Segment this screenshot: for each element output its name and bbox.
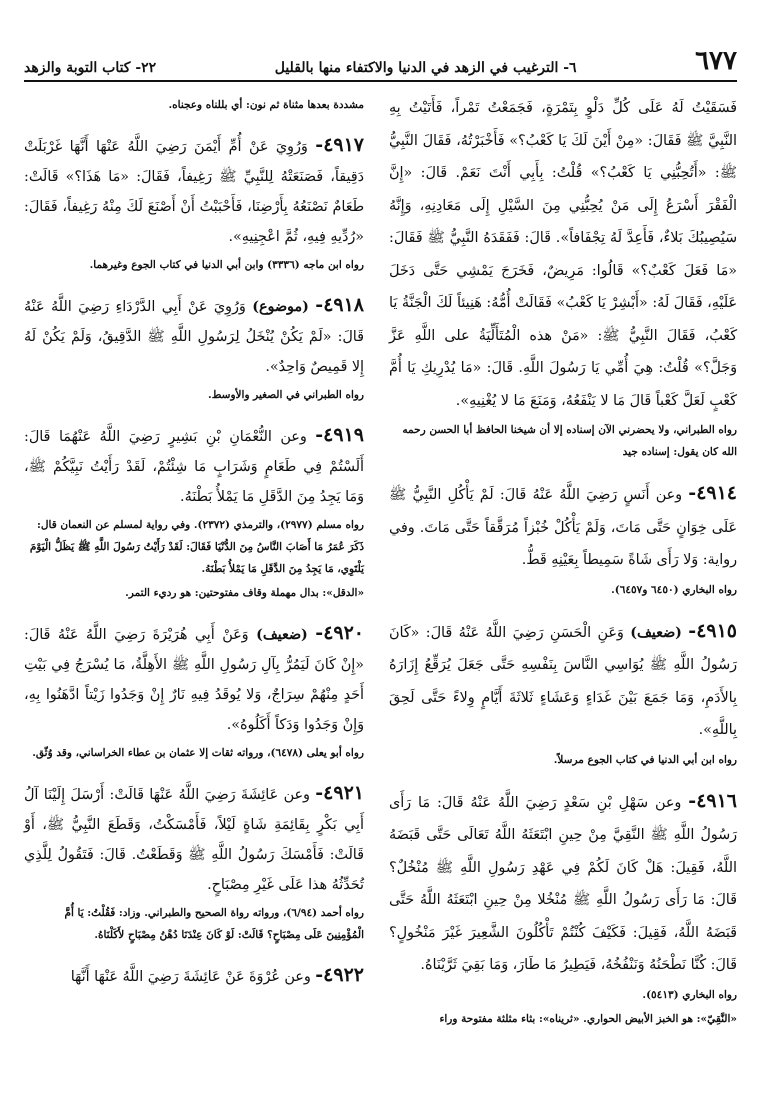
hadith-4921 <box>24 778 364 900</box>
hadith-number: ٤٩١٨- <box>315 294 365 316</box>
hadith-4919-source: رواه مسلم (٢٩٧٧)، والترمذي (٢٣٧٢). وفي رواية لمسلم عن النعمان قال: ذَكَرَ عُمَرُ مَا أَصَابَ النَّاسُ مِنَ الدُّنْيَا فَقَالَ: لَقَدْ رَأَيْتُ رَسُولَ اللَّهِ ﷺ يَظَلُّ الْيَوْمَ يَلْتَوِي، مَا يَجِدُ مِنَ الدَّقَلِ مَا يَمْلأُ بَطْنَهُ. <box>29 519 364 575</box>
hadith-number: ٤٩١٧- <box>315 134 365 156</box>
hadith-4920 <box>24 618 364 740</box>
running-title: ٦- الترغيب في الزهد في الدنيا والاكتفاء منها بالقليل <box>274 60 577 76</box>
hadith-4915-text: وَعَنِ الْحَسَنِ رَضِيَ اللَّهُ عَنْهُ قَالَ: «كَانَ رَسُولُ اللَّهِ ﷺ يُوَاسِي النَّاسَ بِنَفْسِهِ حَتَّى جَعَلَ يُرَقِّعُ إِزَارَهُ بِالأَدَمِ، وَمَا جَمَعَ بَيْنَ غَدَاءٍ وَعَشَاءٍ ثَلاثَةَ أَيَّامٍ وِلاءً حَتَّى لَحِقَ بِاللَّهِ». <box>389 624 737 738</box>
hadith-4922-text: وعن عُرْوَةَ عَنْ عَائِشَةَ رَضِيَ اللَّهُ عَنْهَا أَنَّهَا <box>70 969 311 985</box>
hadith-4913-source: رواه الطبراني، ولا يحضرني الآن إسناده إلا أن شيخنا الحافظ أبا الحسن رحمه الله كان يقول: إسناده جيد <box>402 424 737 458</box>
hadith-4915 <box>389 615 737 747</box>
hadith-grade: (موضوع) <box>252 299 309 315</box>
hadith-4920-text: وَعَنْ أَبِي هُرَيْرَةَ رَضِيَ اللَّهُ عَنْهُ قَالَ: «إِنْ كَانَ لَيَمُرُّ بِآلِ رَسُولِ اللَّهِ ﷺ الأَهِلَّةُ، مَا يُسْرَجُ فِي بَيْتِ أَحَدٍ مِنْهُمْ سِرَاجٌ، وَلا يُوقَدُ فِيهِ نَارٌ إِنْ وَجَدُوا زَيْتاً ادَّهَنُوا بِهِ، وَإِنْ وَجَدُوا وَدَكاً أَكَلُوهُ». <box>24 627 364 733</box>
hadith-number: ٤٩١٦- <box>688 789 738 812</box>
hadith-4921-source: رواه أحمد (٦/٩٤)، ورواته رواة الصحيح والطبراني. وزاد: فَقُلْتُ: يَا أُمَّ الْمُؤْمِنِينَ عَلَى مِصْبَاحٍ؟ قَالَتْ: لَوْ كَانَ عِنْدَنَا دُهْنُ مِصْبَاحٍ لأَكَلْنَاهُ. <box>64 907 364 941</box>
hadith-4918-text: وَرُوِيَ عَنْ أَبِي الدَّرْدَاءِ رَضِيَ اللَّهُ عَنْهُ قَالَ: «لَمْ يَكُنْ يُنْخَلُ لِرَسُولِ اللَّهِ ﷺ الدَّقِيقُ، وَلَمْ يَكُنْ لَهُ إِلا قَمِيصٌ وَاحِدٌ». <box>24 299 364 375</box>
left-column <box>24 92 364 992</box>
hadith-4920-source: رواه أبو يعلى (٦٤٧٨)، ورواته ثقات إلا عثمان بن عطاء الخراساني، وقد وُثّق. <box>32 747 364 759</box>
gloss-continued: مشددة بعدها مثناة ثم نون: أي بللناه وعجناه. <box>168 99 364 111</box>
hadith-grade: (ضعيف) <box>256 627 308 643</box>
hadith-number: ٤٩٢٠- <box>315 622 365 644</box>
hadith-4922 <box>24 960 364 992</box>
hadith-number: ٤٩١٥- <box>688 619 738 642</box>
hadith-4921-text: وعن عَائِشَةَ رَضِيَ اللَّهُ عَنْهَا قَالَتْ: أَرْسَلَ إِلَيْنَا آلُ أَبِي بَكْرٍ بِقَائِمَةِ شَاةٍ لَيْلاً، فَأَمْسَكْتُ، وَقَطَعَ النَّبِيُّ ﷺ، أَوْ قَالَتْ: فَأَمْسَكَ رَسُولُ اللَّهِ ﷺ وَقَطَعْتُ. قَالَ: فَتَقُولُ لِلَّذِي تُحَدِّثُهُ هذا عَلَى غَيْرِ مِصْبَاحٍ. <box>24 787 364 893</box>
hadith-4916-gloss: «النَّقِيّ»: هو الخبز الأبيض الحواري. «ثريناه»: بثاء مثلثة مفتوحة وراء <box>439 1012 737 1025</box>
hadith-4917 <box>24 130 364 252</box>
hadith-4913-text: فَسَقَيْتُ لَهُ عَلَى كُلِّ دَلْوٍ بِتَمْرَةٍ، فَجَمَعْتُ تَمْراً، فَأَتَيْتُ بِهِ النَّبِيَّ ﷺ فَقَالَ: «مِنْ أَيْنَ لَكَ يَا كَعْبُ؟» فَأَخْبَرْتُهُ، فَقَالَ النَّبِيُّ ﷺ: «أَتُحِبُّنِي يَا كَعْبُ؟» قُلْتُ: بِأَبِي أَنْتَ نَعَمْ. قَالَ: «إِنَّ الْفَقْرَ أَسْرَعُ إِلَى مَنْ يُحِبُّنِي مِنَ السَّيْلِ إِلَى مَعَادِنِهِ، وَإِنَّهُ سَيُصِيبُكَ بَلاءٌ، فَأَعِدَّ لَهُ تِجْفَافاً». قَالَ: فَفَقَدَهُ النَّبِيُّ ﷺ فَقَالَ: «مَا فَعَلَ كَعْبٌ؟» قَالُوا: مَرِيضٌ، فَخَرَجَ يَمْشِي حَتَّى دَخَلَ عَلَيْهِ، فَقَالَ لَهُ: «أَبْشِرْ يَا كَعْبُ» فَقَالَتْ أُمُّهُ: هَنِيئاً لَكَ الْجَنَّةُ يَا كَعْبُ، فَقَالَ النَّبِيُّ ﷺ: «مَنْ هذه الْمُتَأَلِّيَةُ على اللَّهِ عَزَّ وَجَلَّ؟» قُلْتُ: هِيَ أُمِّي يَا رَسُولَ اللَّهِ. قَالَ: «مَا يُدْرِيكِ يَا أُمَّ كَعْبٍ لَعَلَّ كَعْباً قَالَ مَا لا يَنْفَعُهُ، وَمَنَعَ مَا لا يُغْنِيهِ». <box>389 100 737 409</box>
hadith-grade: (ضعيف) <box>630 624 682 641</box>
hadith-number: ٤٩١٩- <box>315 424 364 446</box>
hadith-4916-source: رواه البخاري (٥٤١٣). <box>642 988 737 1001</box>
hadith-4917-text: وَرُوِيَ عَنْ أُمِّ أَيْمَنَ رَضِيَ اللَّهُ عَنْهَا أَنَّهَا غَرْبَلَتْ دَقِيقاً، فَصَنَعَتْهُ لِلنَّبِيِّ ﷺ رَغِيفاً، فَقَالَ: «مَا هَذَا؟» قَالَتْ: طَعَامٌ نَصْنَعُهُ بِأَرْضِنَا، فَأَحْبَبْتُ أَنْ أَصْنَعَ لَكَ مِنْهُ رَغِيفاً، فَقَالَ: «رُدِّيهِ فِيهِ، ثُمَّ اعْجِنِيهِ». <box>24 139 364 245</box>
hadith-number: ٤٩٢١- <box>315 782 364 804</box>
right-column <box>389 92 737 1030</box>
hadith-number: ٤٩١٤- <box>688 482 738 504</box>
hadith-4914 <box>389 477 737 577</box>
hadith-4919-text: وعن النُّعْمَانِ بْنِ بَشِيرٍ رَضِيَ اللَّهُ عَنْهُمَا قَالَ: أَلَسْتُمْ فِي طَعَامٍ وَشَرَابٍ مَا شِئْتُمْ، لَقَدْ رَأَيْتُ نَبِيَّكُمْ ﷺ، وَمَا يَجِدُ مِنَ الدَّقَلِ مَا يَمْلأُ بَطْنَهُ. <box>24 429 364 505</box>
hadith-4918 <box>24 290 364 382</box>
hadith-4917-source: رواه ابن ماجه (٣٣٣٦) وابن أبي الدنيا في كتاب الجوع وغيرهما. <box>89 259 364 271</box>
hadith-4919 <box>24 420 364 512</box>
hadith-4914-text: وعن أَنَسٍ رَضِيَ اللَّهُ عَنْهُ قَالَ: لَمْ يَأْكُلِ النَّبِيُّ ﷺ عَلَى خِوَانٍ حَتَّى مَاتَ، وَلَمْ يَأْكُلْ خُبْزاً مُرَقَّقاً حَتَّى مَاتَ. وفي رواية: وَلا رَأَى شَاةً سَمِيطاً بِعَيْنِهِ قَطُّ. <box>389 487 737 568</box>
hadith-4916 <box>389 785 737 982</box>
hadith-4914-source: رواه البخاري (٦٤٥٠ و٦٤٥٧). <box>611 583 737 596</box>
hadith-4915-source: رواه ابن أبي الدنيا في كتاب الجوع مرسلاً. <box>553 753 737 766</box>
book-title: ٢٢- كتاب التوبة والزهد <box>24 60 157 76</box>
hadith-4918-source: رواه الطبراني في الصغير والأوسط. <box>208 389 364 401</box>
hadith-4919-gloss: «الدقل»: بدال مهملة وقاف مفتوحتين: هو رديء التمر. <box>125 587 364 599</box>
page-header <box>24 48 737 82</box>
hadith-number: ٤٩٢٢- <box>315 964 364 986</box>
hadith-4916-text: وعن سَهْلِ بْنِ سَعْدٍ رَضِيَ اللَّهُ عَنْهُ قَالَ: مَا رَأَى رَسُولُ اللَّهِ ﷺ النَّقِيَّ مِنْ حِينِ ابْتَعَثَهُ اللَّهُ تَعَالَى حَتَّى قَبَضَهُ اللَّهُ، فَقِيلَ: هَلْ كَانَ لَكُمْ فِي عَهْدِ رَسُولِ اللَّهِ ﷺ مُنْخُلٌ؟ قَالَ: مَا رَأَى رَسُولُ اللَّهِ ﷺ مُنْخُلا مِنْ حِينِ ابْتَعَثَهُ اللَّهُ حَتَّى قَبَضَهُ اللَّهُ، فَقِيلَ: فَكَيْفَ كُنْتُمْ تَأْكُلُونَ الشَّعِيرَ غَيْرَ مَنْخُولٍ؟ قَالَ: كُنَّا نَطْحَنُهُ وَنَنْفُخُهُ، فَيَطِيرُ مَا طَارَ، وَمَا بَقِيَ ثَرَّيْنَاهُ. <box>389 794 737 973</box>
page-number: ٦٧٧ <box>695 46 737 76</box>
